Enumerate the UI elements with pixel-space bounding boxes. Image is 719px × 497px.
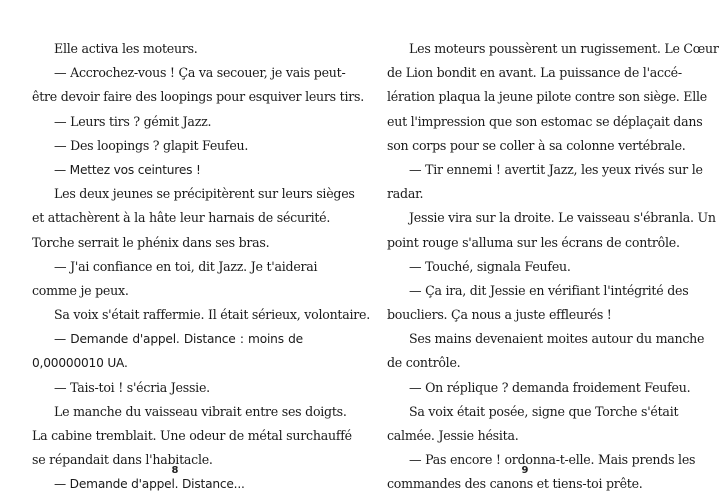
text-line: — Tir ennemi ! avertit Jazz, les yeux rivés sur le (409, 161, 703, 177)
text-line: Ses mains devenaient moites autour du manche (409, 331, 705, 347)
text-line: eut l'impression que son estomac se déplaçait dans (387, 113, 703, 129)
right-page-text (387, 37, 719, 497)
page-number: 9 (521, 465, 529, 476)
text-line: — Tais-toi ! s'écria Jessie. (54, 379, 210, 395)
right-page (350, 0, 719, 492)
ship-voice-line: — Mettez vos ceintures ! (54, 162, 201, 177)
text-line: de Lion bondit en avant. La puissance de l'accé- (387, 65, 682, 81)
text-line: son corps pour se coller à sa colonne vertébrale. (387, 137, 686, 153)
text-line: Les deux jeunes se précipitèrent sur leurs sièges (54, 186, 355, 202)
text-line: Torche serrait le phénix dans ses bras. (32, 234, 270, 250)
text-line: La cabine tremblait. Une odeur de métal surchauffé (32, 428, 352, 443)
text-line: lération plaqua la jeune pilote contre son siège. Elle (387, 89, 707, 105)
text-line: calmée. Jessie hésita. (387, 428, 519, 443)
text-line: et attachèrent à la hâte leur harnais de sécurité. (32, 210, 331, 226)
text-line: être devoir faire des loopings pour esquiver leurs tirs. (32, 89, 364, 105)
text-line: — Pas encore ! ordonna-t-elle. Mais prends les (409, 452, 696, 468)
text-line: — Ça ira, dit Jessie en vérifiant l'intégrité des (409, 282, 689, 298)
text-line: point rouge s'alluma sur les écrans de contrôle. (387, 234, 680, 250)
text-line: — J'ai confiance en toi, dit Jazz. Je t'aiderai (54, 258, 318, 274)
left-page-text (32, 37, 371, 497)
text-line: — Accrochez-vous ! Ça va secouer, je vais peut- (54, 65, 346, 81)
ship-voice-line: — Demande d'appel. Distance... (54, 477, 245, 492)
ship-voice-line: 0,00000010 UA. (32, 356, 128, 371)
text-line: — Leurs tirs ? gémit Jazz. (54, 113, 212, 129)
ship-voice-line: — Demande d'appel. Distance : moins de (54, 332, 303, 347)
text-line: radar. (387, 186, 424, 202)
text-line: comme je peux. (32, 282, 129, 298)
text-line: de contrôle. (387, 355, 461, 371)
text-line: — On réplique ? demanda froidement Feufeu. (409, 379, 691, 395)
page-number: 8 (171, 465, 179, 476)
text-line: — Touché, signala Feufeu. (409, 258, 571, 274)
text-line: Les moteurs poussèrent un rugissement. Le Cœur (409, 41, 719, 56)
text-line: — Des loopings ? glapit Feufeu. (54, 137, 249, 153)
text-line: Jessie vira sur la droite. Le vaisseau s'ébranla. Un (409, 210, 716, 226)
text-line: Sa voix s'était raffermie. Il était sérieux, volontaire. (54, 307, 371, 323)
text-line: Le manche du vaisseau vibrait entre ses doigts. (54, 403, 347, 419)
text-line: Sa voix était posée, signe que Torche s'était (409, 403, 679, 419)
text-line: se répandait dans l'habitacle. (32, 452, 213, 468)
text-line: boucliers. Ça nous a juste effleurés ! (387, 307, 612, 323)
text-line: commandes des canons et tiens-toi prête. (387, 476, 643, 492)
text-line: Elle activa les moteurs. (54, 41, 198, 56)
